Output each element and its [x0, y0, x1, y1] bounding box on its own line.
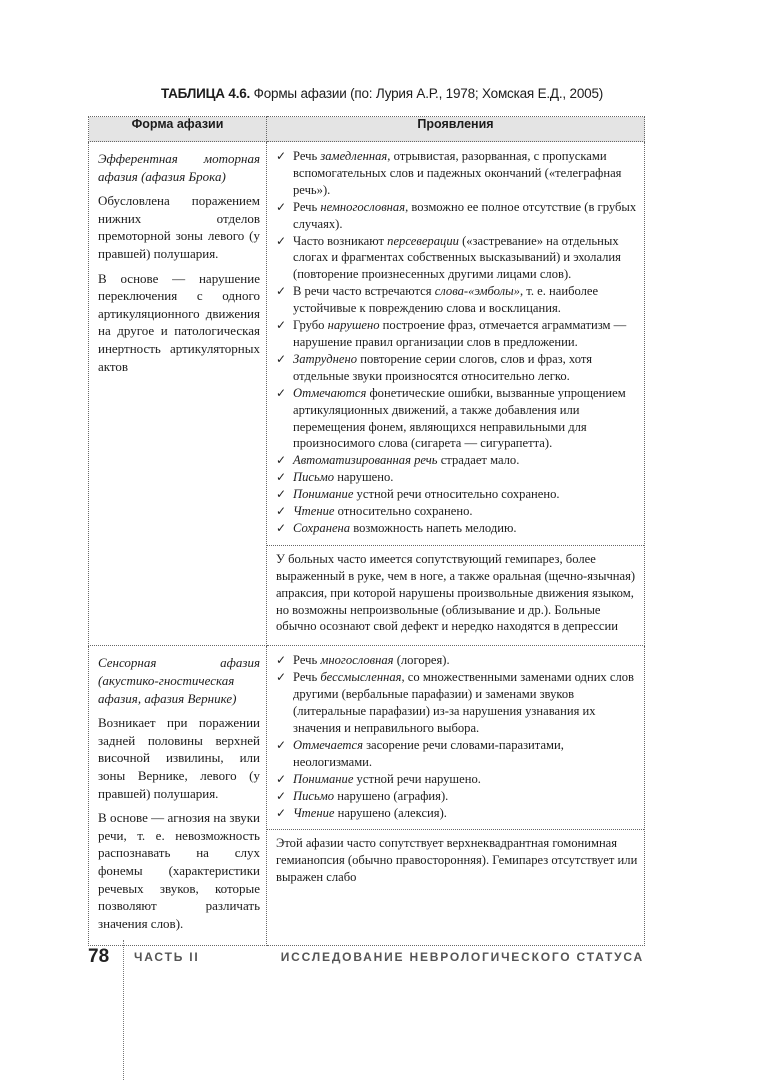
- list-item: ✓ Отмечаются фонетические ошибки, вызванные упрощением артикуляционных движений, а также добавления или перемещения фонем, являющихся неправильными для произносимого слова (сигарета — сигурапетта).: [276, 385, 638, 453]
- list-item: ✓ В речи часто встречаются слова-«эмболы», т. е. наиболее устойчивые к повреждению слова и восклицания.: [276, 283, 638, 317]
- list-item: ✓ Письмо нарушено (аграфия).: [276, 788, 638, 805]
- manifestations-list: [276, 148, 638, 537]
- part-label: ЧАСТЬ II: [134, 950, 200, 964]
- divider: [267, 829, 644, 830]
- list-item: ✓ Понимание устной речи относительно сохранено.: [276, 486, 638, 503]
- form-title: Эфферентная моторная афазия (афазия Брока): [98, 151, 260, 184]
- caption-text: Формы афазии (по: Лурия А.Р., 1978; Хомская Е.Д., 2005): [253, 86, 604, 101]
- table-row: [89, 646, 645, 946]
- list-item: ✓ Чтение нарушено (алексия).: [276, 805, 638, 822]
- aphasia-table: [88, 116, 645, 946]
- list-item: ✓ Понимание устной речи нарушено.: [276, 771, 638, 788]
- manifestations-cell: [267, 646, 645, 946]
- section-title: ИССЛЕДОВАНИЕ НЕВРОЛОГИЧЕСКОГО СТАТУСА: [280, 950, 644, 964]
- page-footer: [88, 946, 644, 976]
- form-paragraph: В основе — агнозия на звуки речи, т. е. невозможность распознавать на слух фонемы (характеристики речевых звуков, которые позволяют различать значения слов).: [98, 810, 260, 931]
- list-item: ✓ Часто возникают персеверации («застревание» на отдельных слогах и фрагментах собственных высказываний) и эхолалия (повторение произнесенных другими лицами слов).: [276, 233, 638, 284]
- form-title: Сенсорная афазия (акустико-гностическая афазия, афазия Вернике): [98, 655, 260, 706]
- form-cell: [89, 646, 267, 946]
- list-item: ✓ Речь многословная (логорея).: [276, 652, 638, 669]
- page-number: 78: [88, 946, 110, 967]
- list-item: ✓ Сохранена возможность напеть мелодию.: [276, 520, 638, 537]
- list-item: ✓ Письмо нарушено.: [276, 469, 638, 486]
- divider: [267, 545, 644, 546]
- form-paragraph: Возникает при поражении задней половины верхней височной извилины, или зоны Вернике, левого (у правшей) полушария.: [98, 715, 260, 801]
- form-paragraph: В основе — нарушение переключения с одного артикуляционного движения на другое и патологическая инертность артикуляторных актов: [98, 270, 260, 374]
- header-form: Форма афазии: [89, 117, 267, 142]
- table-header-row: [89, 117, 645, 142]
- list-item: ✓ Речь немногословная, возможно ее полное отсутствие (в грубых случаях).: [276, 199, 638, 233]
- caption-label: ТАБЛИЦА 4.6.: [160, 86, 251, 101]
- list-item: ✓ Речь бессмысленная, со множественными заменами одних слов другими (вербальные парафазии) и заменами звуков (литеральные парафазии) из-за нарушения узнавания их значения и неправильного выбора.: [276, 669, 638, 737]
- list-item: ✓ Чтение относительно сохранено.: [276, 503, 638, 520]
- table-caption: [0, 86, 764, 101]
- form-paragraph: Обусловлена поражением нижних отделов премоторной зоны левого (у правшей) полушария.: [98, 193, 260, 261]
- list-item: ✓ Автоматизированная речь страдает мало.: [276, 452, 638, 469]
- list-item: ✓ Грубо нарушено построение фраз, отмечается аграмматизм — нарушение правил организации слов в предложении.: [276, 317, 638, 351]
- form-cell: [89, 142, 267, 646]
- manifestations-cell: [267, 142, 645, 646]
- list-item: ✓ Речь замедленная, отрывистая, разорванная, с пропусками вспомогательных слов и падежных окончаний («телеграфная речь»).: [276, 148, 638, 199]
- list-item: ✓ Затруднено повторение серии слогов, слов и фраз, хотя отдельные звуки произносятся относительно легко.: [276, 351, 638, 385]
- manifestations-list: [276, 652, 638, 821]
- header-manifestations: Проявления: [267, 117, 645, 142]
- table-row: [89, 142, 645, 646]
- row-note: Этой афазии часто сопутствует верхнеквадрантная гомонимная гемианопсия (обычно правосторонняя). Гемипарез отсутствует или выражен слабо: [276, 836, 638, 885]
- list-item: ✓ Отмечается засорение речи словами-паразитами, неологизмами.: [276, 737, 638, 771]
- row-note: У больных часто имеется сопутствующий гемипарез, более выраженный в руке, чем в ноге, а также оральная (щечно-язычная) апраксия, при которой нарушены произвольные движения языком, но возможны непроизвольные (облизывание и др.). Больные обычно осознают свой дефект и нередко находятся в депрессии: [276, 551, 636, 634]
